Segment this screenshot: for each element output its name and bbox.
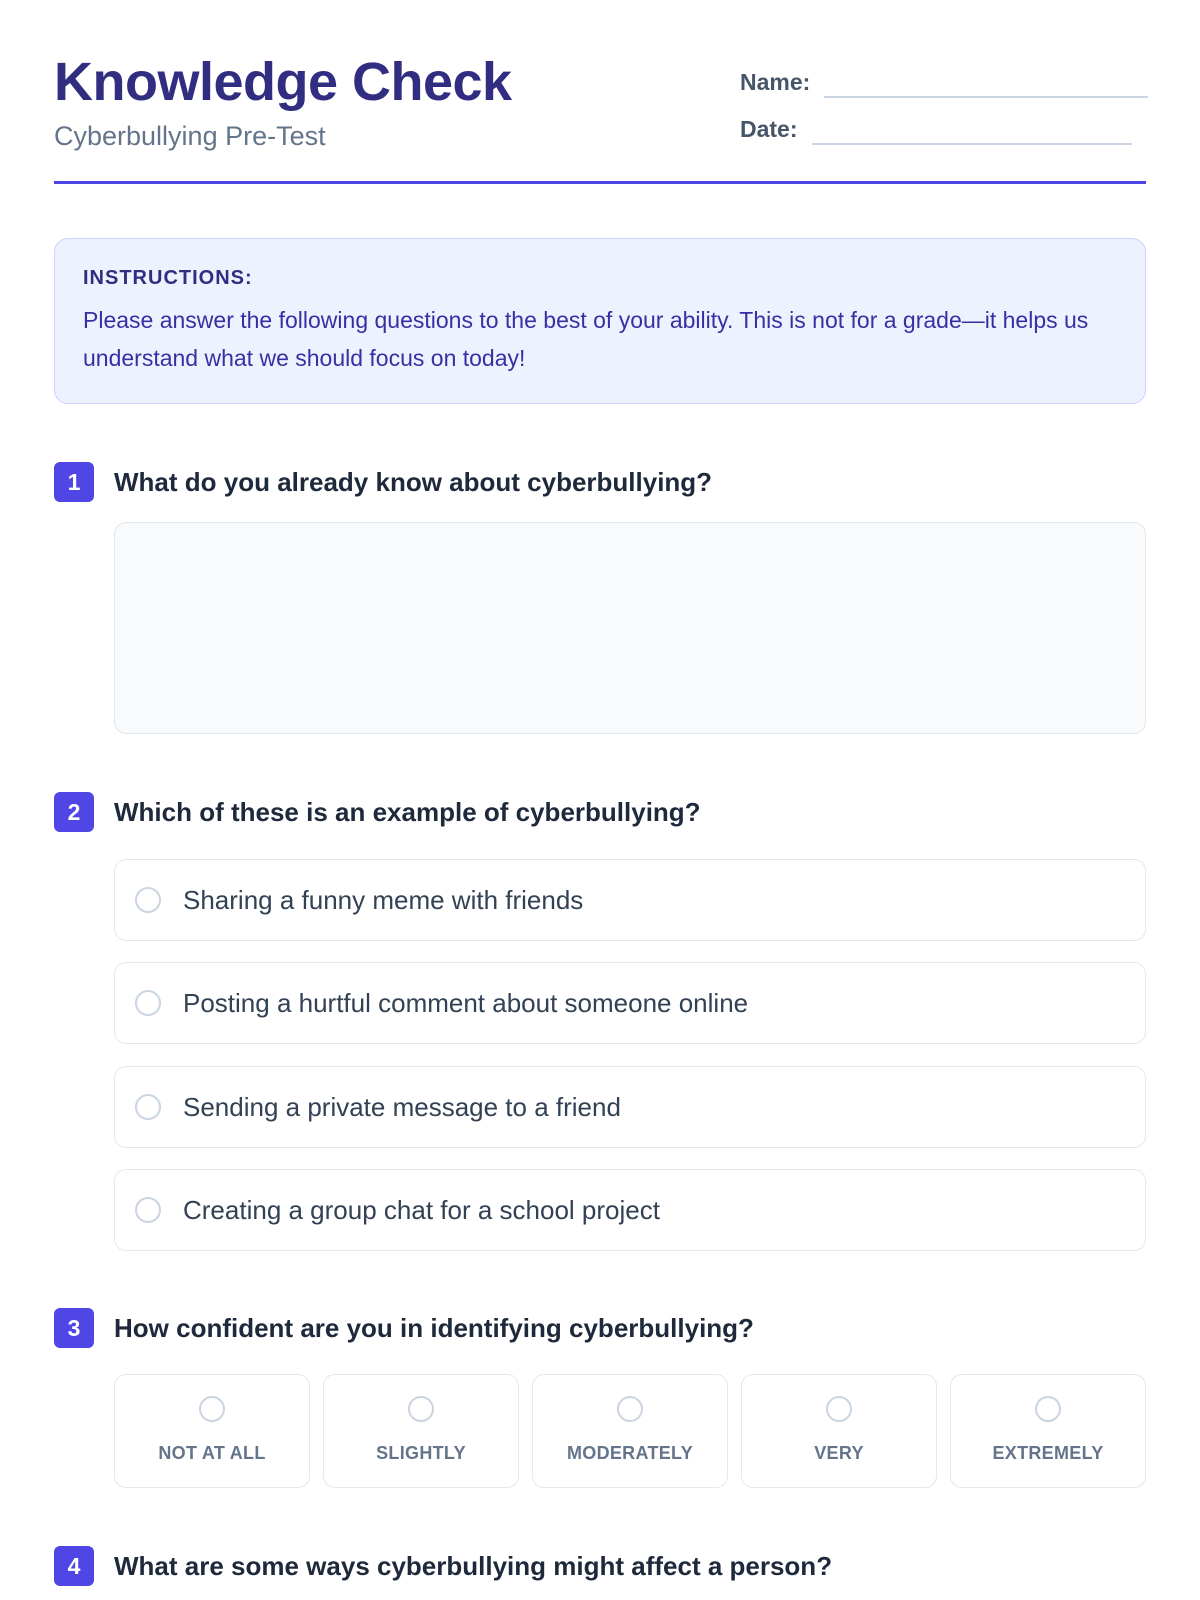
scale-option[interactable] <box>532 1374 728 1488</box>
radio-button[interactable] <box>135 1094 161 1120</box>
question-text: What are some ways cyberbullying might affect a person? <box>114 1550 833 1581</box>
scale-option[interactable] <box>950 1374 1146 1488</box>
instructions-text: Please answer the following questions to the best of your ability. This is not for a grade—it helps us understand what we should focus on today! <box>83 307 1089 371</box>
answer-option[interactable] <box>114 859 1146 941</box>
answer-option[interactable] <box>114 962 1146 1044</box>
date-row <box>740 113 1132 143</box>
question-1 <box>54 462 1146 502</box>
scale-option[interactable] <box>114 1374 310 1488</box>
radio-button[interactable] <box>826 1396 852 1422</box>
radio-button[interactable] <box>135 1197 161 1223</box>
question-number-badge: 1 <box>54 462 94 502</box>
question-text: What do you already know about cyberbullying? <box>114 466 713 497</box>
confidence-scale <box>114 1374 1146 1488</box>
question-header <box>54 1308 1146 1348</box>
question-text: How confident are you in identifying cyberbullying? <box>114 1312 754 1343</box>
radio-button[interactable] <box>135 887 161 913</box>
question-2 <box>54 792 1146 1225</box>
question-header <box>54 1546 1146 1586</box>
instructions-box <box>54 238 1146 404</box>
date-label: Date: <box>740 116 798 142</box>
worksheet <box>54 0 1146 1581</box>
scale-label: EXTREMELY <box>992 1443 1104 1463</box>
option-label: Creating a group chat for a school project <box>183 1194 660 1225</box>
question-text: Which of these is an example of cyberbullying? <box>114 796 701 827</box>
scale-label: NOT AT ALL <box>158 1443 266 1463</box>
name-row <box>740 66 1148 96</box>
question-header <box>54 792 1146 832</box>
question-number-badge: 4 <box>54 1546 94 1586</box>
scale-label: VERY <box>814 1443 864 1463</box>
answer-option[interactable] <box>114 1066 1146 1148</box>
worksheet-header <box>54 0 1146 184</box>
radio-button[interactable] <box>199 1396 225 1422</box>
question-3 <box>54 1308 1146 1463</box>
question-header <box>54 462 1146 502</box>
scale-label: SLIGHTLY <box>376 1443 466 1463</box>
question-number-badge: 2 <box>54 792 94 832</box>
question-number-badge: 3 <box>54 1308 94 1348</box>
instructions-heading: INSTRUCTIONS: <box>83 267 253 289</box>
radio-button[interactable] <box>408 1396 434 1422</box>
option-label: Posting a hurtful comment about someone online <box>183 987 749 1018</box>
answer-option[interactable] <box>114 1169 1146 1251</box>
name-field[interactable] <box>824 96 1148 98</box>
radio-button[interactable] <box>617 1396 643 1422</box>
answer-textarea[interactable] <box>114 522 1146 734</box>
radio-button[interactable] <box>135 990 161 1016</box>
question-4 <box>54 1546 1146 1586</box>
page-title: Knowledge Check <box>54 52 512 112</box>
date-field[interactable] <box>812 143 1132 145</box>
scale-label: MODERATELY <box>566 1443 693 1463</box>
page-subtitle: Cyberbullying Pre-Test <box>54 121 326 151</box>
name-label: Name: <box>740 69 811 95</box>
scale-option[interactable] <box>323 1374 519 1488</box>
scale-option[interactable] <box>741 1374 937 1488</box>
option-label: Sending a private message to a friend <box>183 1091 621 1122</box>
radio-button[interactable] <box>1035 1396 1061 1422</box>
option-label: Sharing a funny meme with friends <box>183 884 584 915</box>
